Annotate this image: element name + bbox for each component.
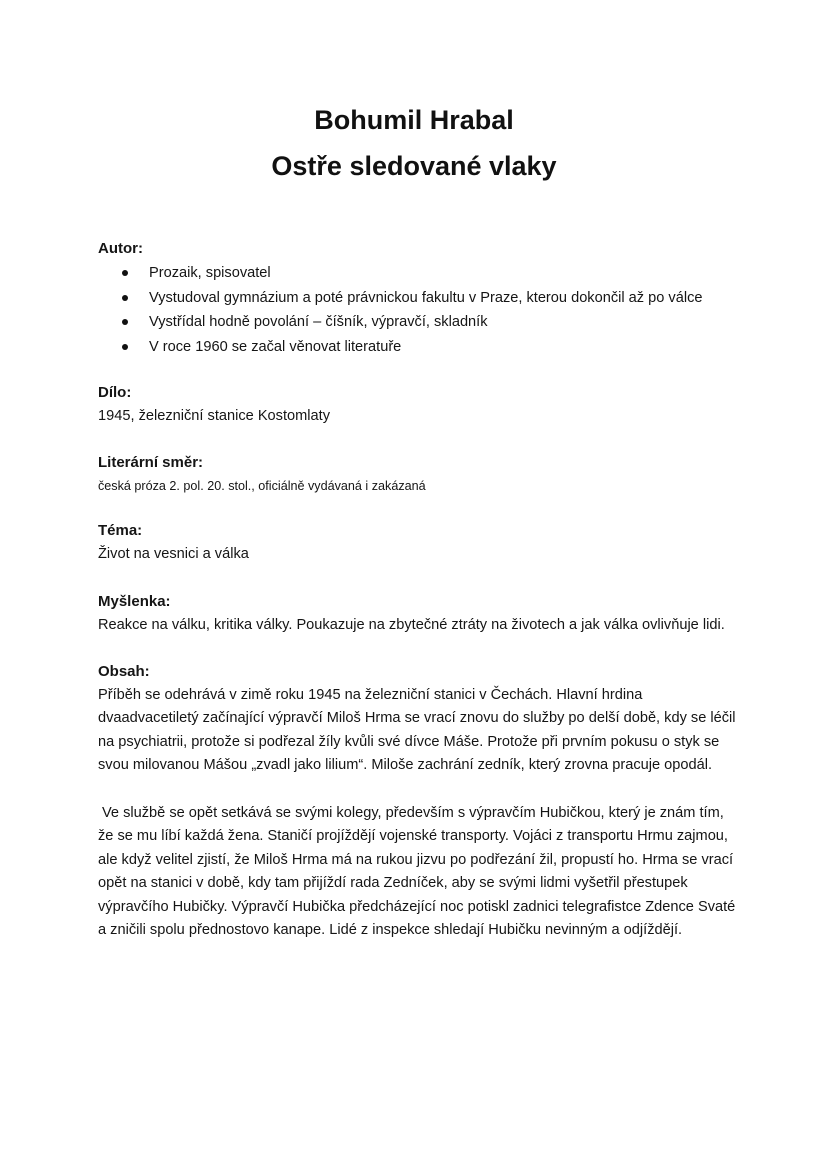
list-item — [98, 261, 738, 286]
obsah-paragraph-2: Ve službě se opět setkává se svými kolegy, především s výpravčím Hubičkou, který je znám tím, že se mu líbí každá žena. Staničí projíždějí vojenské transporty. Vojáci z transportu Hrmu zajmou, ale když velitel zjistí, že Miloš Hrma má na rukou jizvu po podřezání žil, propustí ho. Hrma se vrací opět na stanici v době, kdy tam přijíždí rada Zedníček, aby se svými lidmi vyšetřil přestupek výpravčího Hubičky. Výpravčí Hubička předcházející noc potiskl zadnici telegrafistce Zdence Svaté a zničili spolu přednostovo kanape. Lidé z inspekce shledají Hubičku nevinným a odjíždějí. — [98, 804, 736, 938]
section-obsah — [98, 660, 738, 943]
section-text-myslenka: Reakce na válku, kritika války. Poukazuje na zbytečné ztráty na životech a jak válka ovlivňuje lidi. — [98, 617, 725, 633]
autor-bullet-list — [98, 261, 738, 359]
list-item-text: Vystudoval gymnázium a poté právnickou fakultu v Praze, kterou dokončil až po válce — [149, 289, 703, 306]
bullet-icon — [122, 344, 128, 350]
section-text-dilo: 1945, železniční stanice Kostomlaty — [98, 408, 331, 424]
list-item-text: Prozaik, spisovatel — [149, 265, 271, 281]
section-autor — [98, 237, 738, 359]
section-heading-tema: Téma: — [98, 521, 143, 539]
list-item-text: Vystřídal hodně povolání – číšník, výpravčí, skladník — [149, 314, 488, 330]
section-text-literarni-smer: česká próza 2. pol. 20. stol., oficiálně vydávaná i zakázaná — [98, 478, 426, 493]
list-item — [98, 335, 738, 360]
bullet-icon — [122, 295, 128, 301]
section-text-tema: Život na vesnici a válka — [98, 545, 249, 562]
list-item — [98, 286, 738, 311]
section-literarni-smer — [98, 451, 738, 497]
document-title-author: Bohumil Hrabal — [314, 105, 514, 135]
document-body — [98, 237, 738, 943]
section-heading-autor: Autor: — [98, 240, 143, 257]
section-myslenka — [98, 590, 738, 638]
section-heading-literarni-smer: Literární směr: — [98, 453, 204, 471]
section-heading-obsah: Obsah: — [98, 662, 150, 680]
document-title-work: Ostře sledované vlaky — [271, 151, 557, 181]
list-item — [98, 310, 738, 335]
section-heading-myslenka: Myšlenka: — [98, 593, 171, 610]
section-heading-dilo: Dílo: — [98, 384, 132, 401]
bullet-icon — [122, 319, 128, 325]
section-dilo — [98, 381, 738, 429]
section-tema — [98, 519, 738, 567]
list-item-text: V roce 1960 se začal věnovat literatuře — [149, 338, 402, 355]
bullet-icon — [122, 270, 128, 276]
obsah-paragraph-1: Příběh se odehrává v zimě roku 1945 na železniční stanici v Čechách. Hlavní hrdina dvaadvacetiletý začínající výpravčí Miloš Hrma se vrací znovu do služby po delší době, kdy se léčil na psychiatrii, protože si podřezal žíly kvůli své dívce Máše. Protože při prvním pokusu o styk se svou milovanou Mášou „zvadl jako lilium“. Miloše zachrání zedník, který zrovna pracuje opodál. — [98, 686, 736, 773]
